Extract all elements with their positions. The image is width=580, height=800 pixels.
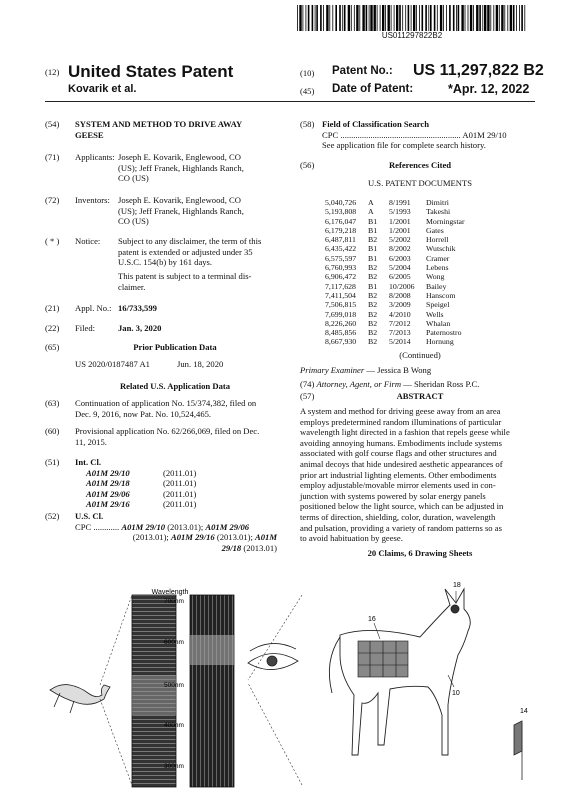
prov-line-2: 11, 2015. [75, 436, 107, 447]
patent-number: US 11,297,822 B2 [413, 62, 544, 79]
tick-400: 400nm [164, 722, 184, 729]
abstract-line: animal decoys that hide undesired aesthetic appearances of [300, 458, 503, 469]
ref-number: 6,487,811 [325, 235, 356, 245]
barcode-bar [408, 5, 410, 31]
spectrum-band [132, 675, 176, 715]
ref-kind: B2 [368, 263, 378, 273]
ref-inventor: Whalan [426, 318, 451, 328]
goose-illustration [50, 685, 110, 713]
ref-kind: B2 [368, 272, 378, 282]
barcode-bar [513, 5, 515, 31]
patent-kind: United States Patent [68, 62, 234, 81]
barcode-bar [416, 5, 417, 31]
cpc-code: 29/18 [221, 542, 242, 553]
reference-row [325, 207, 468, 216]
date-label: Date of Patent: [332, 83, 414, 95]
barcode-bar [468, 5, 469, 31]
ref-16: 16 [368, 616, 376, 623]
barcode-bar [413, 5, 415, 31]
ref-date: 5/1993 [389, 207, 411, 217]
prior-pub: US 2020/0187487 A1 [75, 359, 150, 369]
intcl-year: (2011.01) [163, 488, 197, 499]
intcl-code: A01M 29/18 [86, 478, 130, 489]
ref-18: 18 [453, 582, 461, 589]
ref-date: 6/2005 [389, 272, 411, 282]
barcode-bar [299, 5, 301, 31]
cpc-line-1 [75, 522, 249, 533]
date-number: (45) [300, 86, 315, 96]
refs-heading: References Cited [388, 160, 452, 170]
ref-kind: A [368, 207, 374, 217]
abstract-line: and pulsation, providing a variety of random patterns so as [300, 522, 502, 533]
ref-date: 8/1991 [389, 198, 411, 207]
field-see: See application file for complete search history. [322, 140, 486, 151]
intcl-num: (51) [45, 457, 60, 467]
ref-kind: B1 [368, 281, 378, 291]
intcl-year: (2011.01) [163, 467, 197, 478]
cpc-line-3 [112, 543, 277, 554]
ref-inventor: Hornung [426, 337, 454, 347]
intcl-row [86, 499, 196, 510]
header-rule [45, 101, 535, 102]
refs-subheading: U.S. PATENT DOCUMENTS [367, 178, 473, 188]
solar-panel-array [358, 641, 408, 677]
barcode-bar [461, 5, 463, 31]
references-table [325, 198, 468, 347]
ref-date: 7/2013 [389, 328, 411, 338]
examiner [300, 365, 431, 376]
abstract-line: associated with golf course flags and other structures and [300, 448, 497, 459]
ref-date: 5/2014 [389, 337, 411, 347]
barcode-bar [428, 5, 429, 31]
ref-number: 6,176,047 [325, 216, 357, 226]
ref-number: 7,411,504 [325, 290, 356, 300]
cont-num: (63) [45, 398, 60, 408]
barcode-bar [419, 5, 420, 31]
barcode-bar [411, 5, 412, 31]
ref-date: 1/2001 [389, 216, 411, 226]
barcode-bar [359, 5, 360, 31]
barcode-bar [396, 5, 398, 31]
ref-inventor: Takeshi [426, 207, 451, 217]
barcode-bar [458, 5, 460, 31]
barcode-bar [385, 5, 386, 31]
ref-date: 10/2006 [389, 281, 415, 291]
ref-kind: B2 [368, 318, 378, 328]
uscl-label: U.S. Cl. [75, 511, 104, 521]
barcode-bar [504, 5, 505, 31]
intcl-year: (2011.01) [163, 499, 197, 510]
barcode-bar [380, 5, 381, 31]
title-line-2: GEESE [75, 129, 104, 140]
notice2-line-1: This patent is subject to a terminal dis- [118, 271, 252, 281]
ref-date: 4/2010 [389, 309, 411, 319]
barcode-bar [499, 5, 500, 31]
barcode-bar [476, 5, 478, 31]
applicants-line-3: CO (US) [118, 173, 149, 184]
refs-num: (56) [300, 160, 315, 170]
ref-kind: B2 [368, 290, 378, 300]
field-num: (58) [300, 119, 315, 129]
barcode-bar [323, 5, 324, 31]
abstract-line: prior art industrial lighting elements. Other embodiments [300, 469, 497, 480]
barcode-bar [316, 5, 318, 31]
barcode-bar [434, 5, 436, 31]
barcode-bar [366, 5, 368, 31]
barcode-bar [370, 5, 372, 31]
ref-inventor: Dimitri [426, 198, 449, 207]
ref-inventor: Gates [426, 225, 444, 235]
ref-inventor: Wells [426, 309, 444, 319]
agent-label: Attorney, Agent, or Firm [316, 379, 402, 389]
reference-row [325, 319, 468, 328]
cpc-year: (2013.01); [214, 532, 256, 543]
abstract-heading: ABSTRACT [396, 391, 444, 401]
barcode-bar [402, 5, 403, 31]
ref-date: 1/2001 [389, 225, 411, 235]
barcode-bar [399, 5, 401, 31]
barcode-bar [524, 5, 525, 31]
barcode-bar [332, 5, 333, 31]
ref-kind: B2 [368, 300, 378, 310]
cont-line-1: Continuation of application No. 15/374,382, filed on [75, 398, 257, 408]
cpc-year: (2013.01); [165, 521, 206, 532]
ref-date: 3/2009 [389, 300, 411, 310]
barcode-bar [348, 5, 350, 31]
barcode-bar [374, 5, 376, 31]
ref-inventor: Cramer [426, 253, 450, 263]
appl-num: (21) [45, 303, 60, 313]
notice-line-2: patent is extended or adjusted under 35 [118, 246, 253, 257]
ref-kind: B1 [368, 225, 378, 235]
cpc-code: A01M 29/06 [205, 521, 250, 532]
barcode-bar [484, 5, 486, 31]
barcode-bar [342, 5, 343, 31]
barcode-bar [388, 5, 390, 31]
claims-summary: 20 Claims, 6 Drawing Sheets [367, 548, 473, 558]
attorney [300, 379, 479, 390]
patno-number: (10) [300, 68, 315, 78]
reference-row [325, 226, 468, 235]
intcl-code: A01M 29/06 [86, 488, 130, 499]
cpc-code: A01M [255, 532, 277, 543]
abstract-line: terms of direction, shielding, color, duration, wavelength [300, 511, 496, 522]
cpc-line-2 [112, 532, 277, 543]
intcl-row [86, 489, 196, 500]
ref-number: 6,906,472 [325, 272, 357, 282]
wavelength-label: Wavelength [151, 589, 189, 596]
barcode-bar [351, 5, 352, 31]
patent-date: *Apr. 12, 2022 [448, 82, 530, 96]
ref-number: 8,667,930 [325, 337, 357, 347]
intcl-code: A01M 29/10 [86, 467, 130, 478]
related-heading: Related U.S. Application Data [119, 381, 231, 391]
reference-row [325, 263, 468, 272]
ref-number: 6,760,993 [325, 263, 357, 273]
tick-700: 700nm [164, 598, 184, 605]
applicants-num: (71) [45, 152, 60, 162]
prior-num: (65) [45, 342, 60, 352]
spectrum-band [190, 635, 234, 665]
ref-inventor: Wong [426, 272, 445, 282]
ref-inventor: Morningstar [426, 216, 465, 226]
intcl-code: A01M 29/16 [86, 499, 130, 510]
ref-inventor: Hanscom [426, 290, 456, 300]
reference-row [325, 198, 468, 207]
cpc-code: A01M 29/10 [121, 521, 166, 532]
ref-10: 10 [452, 690, 460, 697]
barcode-number: US011297822B2 [381, 31, 443, 40]
ref-number: 5,193,808 [325, 207, 357, 217]
examiner-label: Primary Examiner [300, 365, 365, 375]
barcode-bar [449, 5, 451, 31]
reference-row [325, 254, 468, 263]
inventors-short: Kovarik et al. [68, 83, 137, 95]
inventors-label: Inventors: [75, 195, 110, 205]
barcode-bar [437, 5, 438, 31]
abstract-line: junction with systems powered by solar energy panels [300, 490, 486, 501]
barcode-bar [479, 5, 481, 31]
ref-kind: B2 [368, 337, 378, 347]
abstract-line: employ adjustable/movable mirror elements used in con- [300, 480, 496, 491]
barcode-bar [507, 5, 508, 31]
filed-value: Jan. 3, 2020 [118, 323, 162, 333]
barcode-bar [510, 5, 512, 31]
ref-kind: B1 [368, 244, 378, 254]
cpc-year: (2013.01); [132, 532, 171, 543]
ref-number: 6,575,597 [325, 253, 357, 263]
barcode-bar [473, 5, 474, 31]
prior-date: Jun. 18, 2020 [177, 359, 224, 369]
agent-num: (74) [300, 379, 315, 389]
barcode-bar [470, 5, 472, 31]
ref-number: 7,117,628 [325, 281, 356, 291]
ref-inventor: Wutschik [426, 244, 456, 254]
notice2-line-2: claimer. [118, 281, 146, 292]
field-cpc: CPC ........................................................ A01M 29/10 [322, 129, 507, 140]
ref-kind: A [368, 198, 374, 207]
ref-date: 6/2003 [389, 253, 411, 263]
barcode-bar [456, 5, 457, 31]
barcode-bar [329, 5, 330, 31]
uscl-num: (52) [45, 511, 60, 521]
cpc-label: CPC ............ [75, 521, 120, 532]
barcode-bar [487, 5, 489, 31]
reference-row [325, 337, 468, 346]
abstract-body [300, 406, 540, 544]
tick-600: 600nm [164, 639, 184, 646]
notice-line-3: U.S.C. 154(b) by 161 days. [118, 257, 213, 268]
barcode-bar [394, 5, 395, 31]
refs-continued: (Continued) [399, 350, 441, 360]
ref-date: 8/2002 [389, 244, 411, 254]
field-heading: Field of Classification Search [322, 119, 430, 129]
prior-heading: Prior Publication Data [133, 342, 217, 352]
reference-row [325, 310, 468, 319]
barcode-bar [496, 5, 498, 31]
abstract-num: (57) [300, 391, 315, 401]
ref-date: 7/2012 [389, 318, 411, 328]
barcode-bar [315, 5, 316, 31]
inventors-line-1: Joseph E. Kovarik, Englewood, CO [118, 195, 241, 205]
reference-row [325, 300, 468, 309]
ref-number: 6,435,422 [325, 244, 357, 254]
barcode-bar [516, 5, 517, 31]
barcode-bar [344, 5, 346, 31]
barcode-bar [405, 5, 406, 31]
barcode-bar [521, 5, 523, 31]
ref-number: 7,699,018 [325, 309, 357, 319]
applicants-label: Applicants: [75, 152, 115, 162]
barcode-bar [354, 5, 355, 31]
barcode-bar [519, 5, 520, 31]
abstract-line: to avoid habituation by geese. [300, 533, 403, 544]
ref-number: 6,179,218 [325, 225, 357, 235]
applicants-line-2: (US); Jeff Franek, Highlands Ranch, [118, 162, 244, 173]
eye-illustration [248, 643, 298, 669]
filed-label: Filed: [75, 323, 96, 333]
barcode-bar [425, 5, 427, 31]
ref-kind: B1 [368, 253, 378, 263]
title-line-1: SYSTEM AND METHOD TO DRIVE AWAY [75, 119, 243, 129]
barcode-bar [422, 5, 424, 31]
intcl-table [86, 468, 196, 510]
ref-number: 7,506,815 [325, 300, 357, 310]
flag-illustration [514, 721, 522, 780]
ref-kind: B1 [368, 216, 378, 226]
ref-inventor: Horrell [426, 235, 449, 245]
ref-date: 8/2008 [389, 290, 411, 300]
ref-number: 5,040,726 [325, 198, 357, 207]
barcode-bar [362, 5, 364, 31]
barcode-bar [306, 5, 307, 31]
barcode-bar [308, 5, 310, 31]
barcode-bar [391, 5, 392, 31]
cont-line-2: Dec. 9, 2016, now Pat. No. 10,524,465. [75, 408, 212, 419]
applicants-line-1: Joseph E. Kovarik, Englewood, CO [118, 152, 241, 162]
reference-row [325, 328, 468, 337]
reference-row [325, 272, 468, 281]
kind-number: (12) [45, 67, 60, 77]
barcode-bar [501, 5, 503, 31]
barcode-bar [382, 5, 384, 31]
tick-500: 500nm [164, 682, 184, 689]
examiner-name: — Jessica B Wong [364, 365, 432, 375]
agent-name: — Sheridan Ross P.C. [401, 379, 480, 389]
abstract-line: employs predetermined random illuminations of particular [300, 416, 502, 427]
abstract-line: wavelength light directed in a fashion that repels geese while [300, 427, 510, 438]
intcl-year: (2011.01) [163, 478, 197, 489]
representative-drawing [40, 575, 540, 797]
ref-date: 5/2002 [389, 235, 411, 245]
appl-value: 16/733,599 [118, 303, 157, 313]
cpc-code: A01M 29/16 [170, 532, 215, 543]
inventors-num: (72) [45, 195, 60, 205]
reference-row [325, 244, 468, 253]
barcode-bar [312, 5, 314, 31]
barcode-bar [440, 5, 442, 31]
ref-kind: B2 [368, 328, 378, 338]
ref-number: 8,485,856 [325, 328, 357, 338]
abstract-line: avoiding annoying humans. Embodiments include systems [300, 437, 502, 448]
ref-date: 5/2004 [389, 263, 411, 273]
ref-14: 14 [520, 708, 528, 715]
barcode-bar [326, 5, 328, 31]
filed-num: (22) [45, 323, 60, 333]
reference-row [325, 282, 468, 291]
barcode-bar [335, 5, 337, 31]
inventors-line-3: CO (US) [118, 216, 149, 227]
barcode-bar [446, 5, 447, 31]
ref-kind: B2 [368, 309, 378, 319]
barcode [297, 5, 527, 31]
barcode-bar [303, 5, 304, 31]
barcode-bar [493, 5, 494, 31]
notice-num: ( * ) [45, 236, 60, 246]
title-num: (54) [45, 119, 60, 129]
notice-line-1: Subject to any disclaimer, the term of this [118, 236, 262, 246]
patno-label: Patent No.: [332, 65, 393, 77]
tick-300: 300nm [164, 763, 184, 770]
barcode-bar [377, 5, 378, 31]
abstract-line: A system and method for driving geese away from an area [300, 406, 501, 416]
ref-kind: B2 [368, 235, 378, 245]
barcode-bar [443, 5, 444, 31]
cpc-year: (2013.01) [241, 542, 277, 553]
reference-row [325, 217, 468, 226]
abstract-line: positioned below the light source, which can be adjusted in [300, 501, 504, 512]
barcode-bar [320, 5, 322, 31]
prov-num: (60) [45, 426, 60, 436]
ref-inventor: Lebens [426, 263, 449, 273]
barcode-bar [453, 5, 455, 31]
ref-inventor: Bailey [426, 281, 447, 291]
ref-number: 8,226,260 [325, 318, 357, 328]
wavelength-bar-right [190, 595, 234, 787]
barcode-bar [356, 5, 358, 31]
reference-row [325, 235, 468, 244]
intcl-row [86, 468, 196, 479]
prov-line-1: Provisional application No. 62/266,069, filed on Dec. [75, 426, 260, 436]
reference-row [325, 291, 468, 300]
barcode-bar [490, 5, 491, 31]
ref-inventor: Speigel [426, 300, 450, 310]
barcode-bar [482, 5, 483, 31]
intcl-label: Int. Cl. [75, 457, 102, 467]
barcode-bar [369, 5, 370, 31]
inventors-line-2: (US); Jeff Franek, Highlands Ranch, [118, 205, 244, 216]
barcode-bar [297, 5, 298, 31]
barcode-bar [339, 5, 341, 31]
barcode-bar [465, 5, 466, 31]
ref-inventor: Paternostro [426, 328, 462, 338]
notice-label: Notice: [75, 236, 101, 246]
appl-label: Appl. No.: [75, 303, 112, 313]
barcode-bar [430, 5, 432, 31]
intcl-row [86, 478, 196, 489]
